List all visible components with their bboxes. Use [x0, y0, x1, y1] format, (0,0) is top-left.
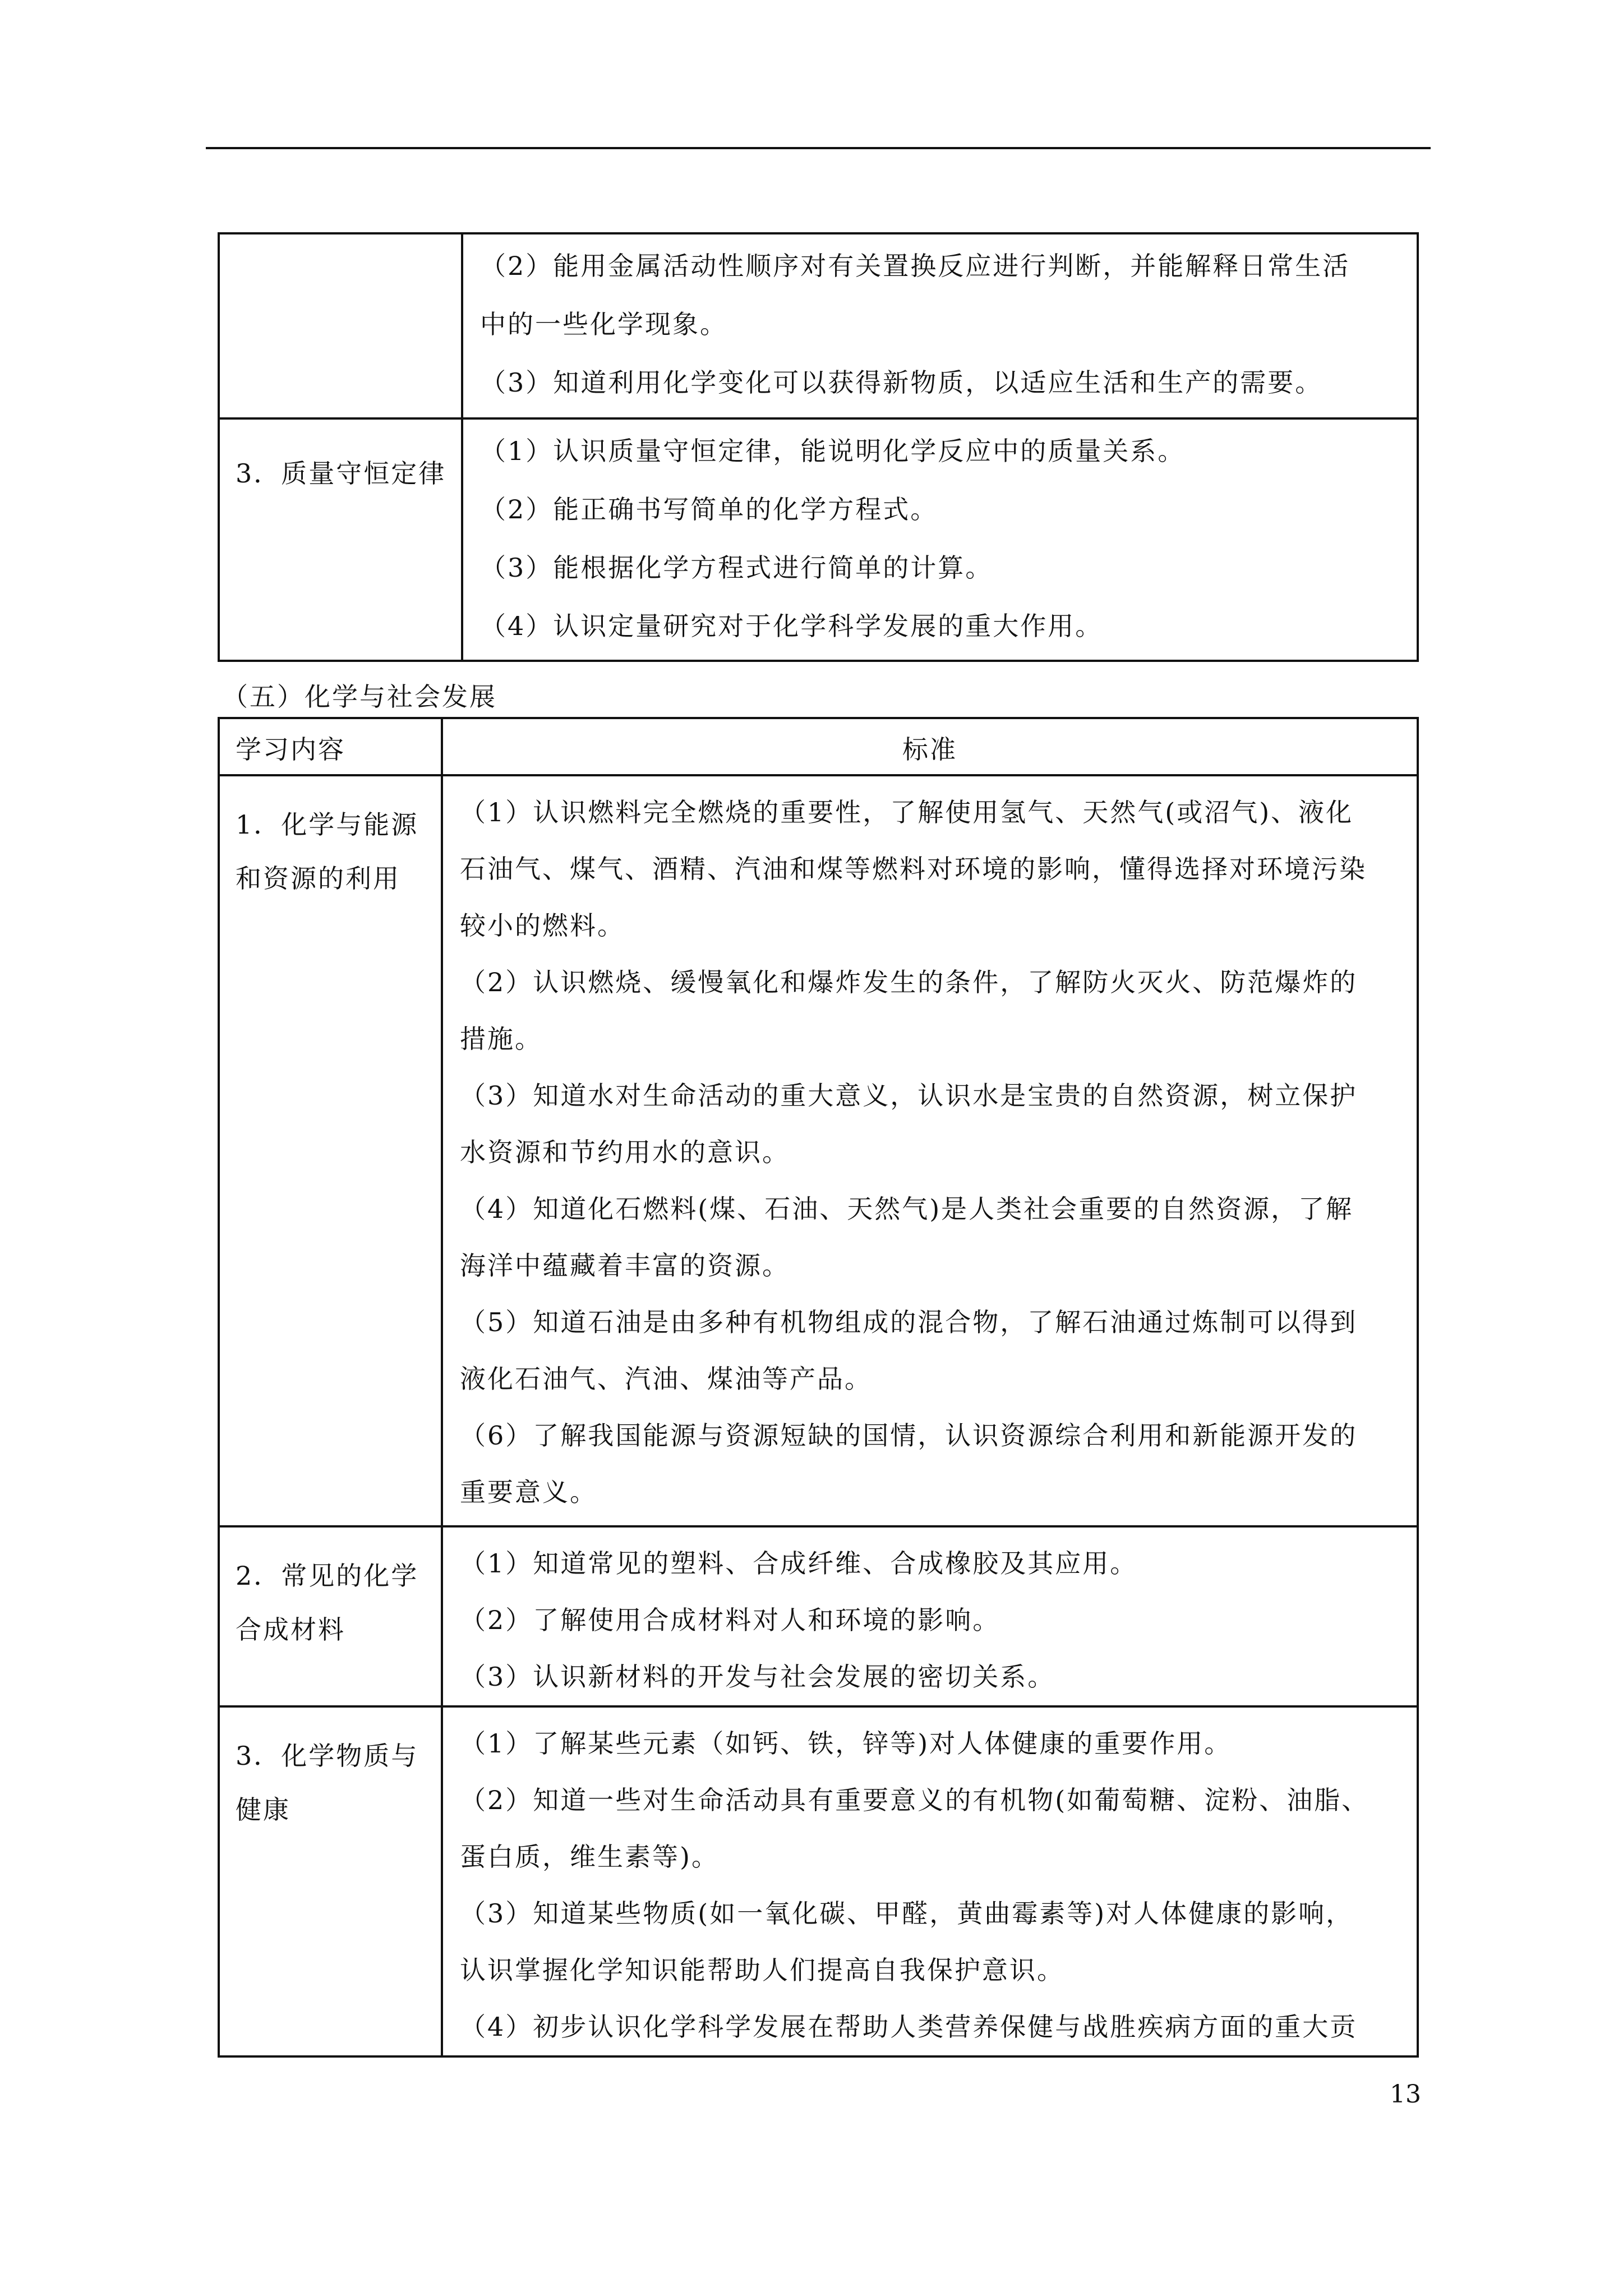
standard-line: 中的一些化学现象。 — [480, 309, 727, 339]
standard-cell — [462, 418, 1418, 661]
standard-line: 措施。 — [460, 1024, 542, 1054]
standard-line: （2）知道一些对生命活动具有重要意义的有机物(如葡萄糖、淀粉、油脂、 — [460, 1785, 1370, 1815]
standard-line: 水资源和节约用水的意识。 — [460, 1137, 790, 1167]
table-header-row — [219, 718, 1418, 775]
topic-cell — [219, 775, 442, 1526]
header-cell-standard — [442, 718, 1418, 775]
standard-line: 较小的燃料。 — [460, 910, 625, 941]
topic-label — [220, 234, 461, 261]
topic-line: 合成材料 — [236, 1614, 345, 1645]
standard-line: （4）初步认识化学科学发展在帮助人类营养保健与战胜疾病方面的重大贡 — [460, 2012, 1358, 2042]
standard-line: （2）能正确书写简单的化学方程式。 — [480, 494, 938, 524]
topic-cell — [219, 418, 462, 661]
topic-cell — [219, 1526, 442, 1706]
standard-line: （3）知道水对生命活动的重大意义，认识水是宝贵的自然资源，树立保护 — [460, 1080, 1358, 1111]
standard-line: （3）知道利用化学变化可以获得新物质，以适应生活和生产的需要。 — [480, 367, 1323, 398]
section-caption: （五）化学与社会发展 — [222, 682, 497, 712]
topic-line: 1．化学与能源 — [236, 809, 419, 840]
topic-label — [220, 1708, 441, 1837]
standard-line: （1）了解某些元素（如钙、铁，锌等)对人体健康的重要作用。 — [460, 1728, 1232, 1759]
topic-line: 健康 — [236, 1795, 291, 1825]
table-row — [219, 1526, 1418, 1706]
table-row — [219, 1706, 1418, 2056]
topic-label — [220, 1527, 441, 1657]
topic-cell — [219, 1706, 442, 2056]
table-row — [219, 418, 1418, 661]
standard-line: （3）知道某些物质(如一氧化碳、甲醛，黄曲霉素等)对人体健康的影响， — [460, 1898, 1354, 1929]
topic-label: 3．质量守恒定律 — [236, 458, 446, 489]
standard-line: （2）认识燃烧、缓慢氧化和爆炸发生的条件，了解防火灭火、防范爆炸的 — [460, 967, 1358, 997]
page-number: 13 — [1390, 2080, 1421, 2109]
standard-cell — [462, 233, 1418, 418]
standard-line: （3）认识新材料的开发与社会发展的密切关系。 — [460, 1662, 1055, 1692]
standard-cell — [442, 1706, 1418, 2056]
standard-line: （4）知道化石燃料(煤、石油、天然气)是人类社会重要的自然资源，了解 — [460, 1194, 1354, 1224]
header-cell-content — [219, 718, 442, 775]
table-row — [219, 233, 1418, 418]
standards-table-continued — [218, 232, 1419, 662]
standard-line: （1）认识质量守恒定律，能说明化学反应中的质量关系。 — [480, 436, 1186, 466]
standard-line: （3）能根据化学方程式进行简单的计算。 — [480, 553, 993, 583]
standards-table-society — [218, 717, 1419, 2058]
topic-line: 2．常见的化学 — [236, 1561, 419, 1591]
standard-line: （6）了解我国能源与资源短缺的国情，认识资源综合利用和新能源开发的 — [460, 1420, 1358, 1451]
standard-line: 海洋中蕴藏着丰富的资源。 — [460, 1250, 790, 1281]
standard-cell — [442, 775, 1418, 1526]
standard-line: （1）认识燃料完全燃烧的重要性，了解使用氢气、天然气(或沼气)、液化 — [460, 797, 1354, 827]
header-rule — [206, 147, 1431, 149]
standard-line: （5）知道石油是由多种有机物组成的混合物，了解石油通过炼制可以得到 — [460, 1307, 1358, 1337]
table-row — [219, 775, 1418, 1526]
standard-line: 石油气、煤气、酒精、汽油和煤等燃料对环境的影响，懂得选择对环境污染 — [460, 854, 1367, 884]
standard-line: （2）能用金属活动性顺序对有关置换反应进行判断，并能解释日常生活 — [480, 251, 1350, 281]
topic-label — [220, 776, 441, 905]
standard-line: 认识掌握化学知识能帮助人们提高自我保护意识。 — [460, 1955, 1064, 1985]
column-header: 学习内容 — [236, 734, 345, 765]
topic-cell — [219, 233, 462, 418]
topic-line: 3．化学物质与 — [236, 1741, 419, 1771]
topic-line: 和资源的利用 — [236, 863, 400, 894]
standard-line: 液化石油气、汽油、煤油等产品。 — [460, 1364, 872, 1394]
standard-line: 重要意义。 — [460, 1477, 597, 1507]
column-header: 标准 — [902, 734, 957, 765]
standard-line: （1）知道常见的塑料、合成纤维、合成橡胶及其应用。 — [460, 1548, 1138, 1579]
standard-cell — [442, 1526, 1418, 1706]
standard-line: 蛋白质，维生素等)。 — [460, 1842, 719, 1872]
standard-line: （4）认识定量研究对于化学科学发展的重大作用。 — [480, 611, 1103, 641]
standard-line: （2）了解使用合成材料对人和环境的影响。 — [460, 1605, 1000, 1635]
